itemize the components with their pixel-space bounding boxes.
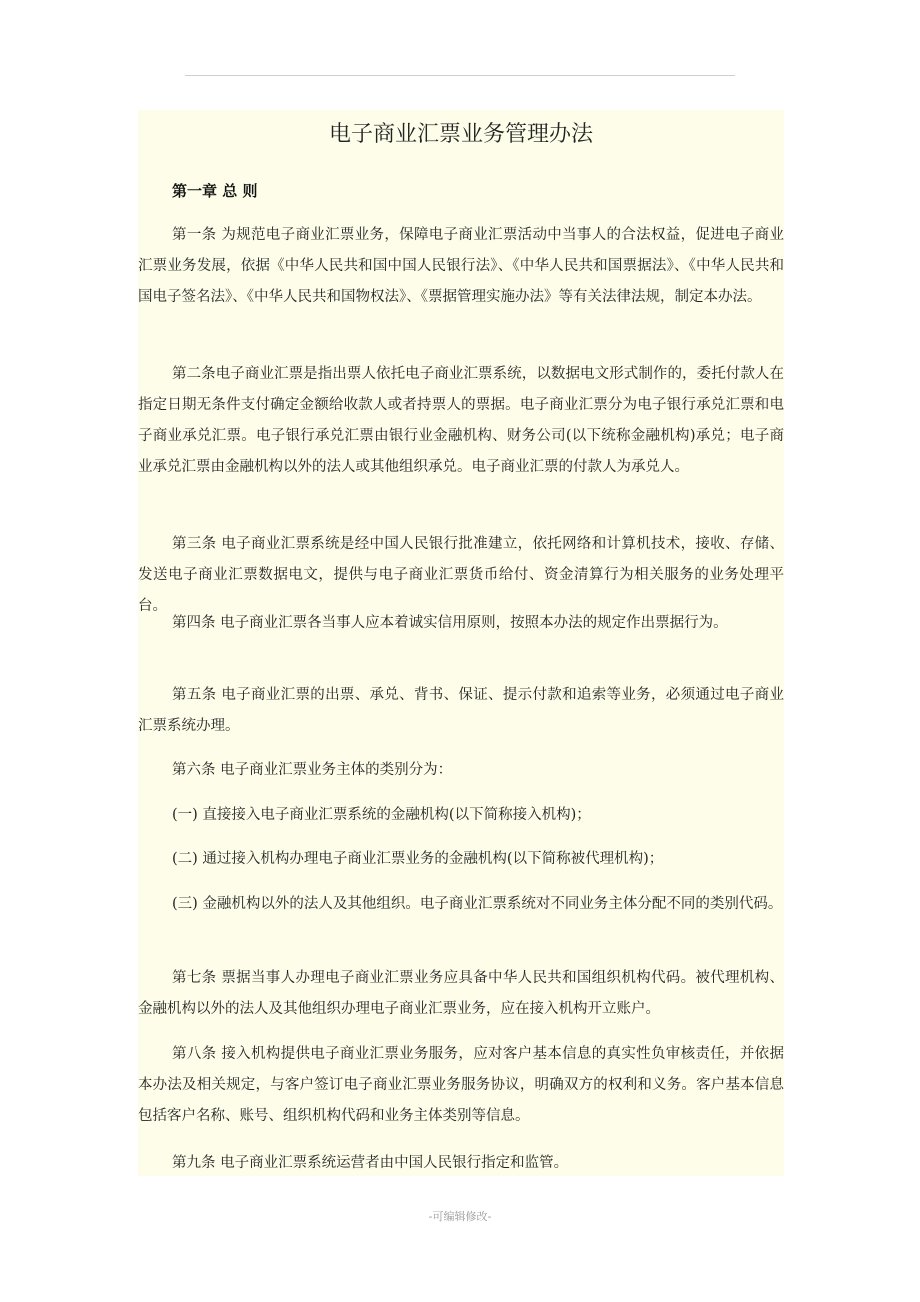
chapter-heading: 第一章 总 则	[172, 182, 258, 200]
article-5: 第五条 电子商业汇票的出票、承兑、背书、保证、提示付款和追索等业务，必须通过电子商业汇票系统办理。	[138, 687, 784, 734]
article-9: 第九条 电子商业汇票系统运营者由中国人民银行指定和监管。	[172, 1155, 569, 1171]
article-6-item-2: (二) 通过接入机构办理电子商业汇票业务的金融机构(以下简称被代理机构)；	[172, 851, 664, 867]
document-body	[138, 110, 784, 1176]
article-4: 第四条 电子商业汇票各当事人应本着诚实信用原则，按照本办法的规定作出票据行为。	[172, 615, 728, 631]
document-title: 电子商业汇票业务管理办法	[328, 122, 593, 147]
header-divider	[185, 75, 735, 76]
article-6-item-1: (一) 直接接入电子商业汇票系统的金融机构(以下简称接入机构)；	[172, 807, 591, 823]
article-6-item-3: (三) 金融机构以外的法人及其他组织。电子商业汇票系统对不同业务主体分配不同的类别代码。	[172, 896, 783, 912]
article-7: 第七条 票据当事人办理电子商业汇票业务应具备中华人民共和国组织机构代码。被代理机构、金融机构以外的法人及其他组织办理电子商业汇票业务，应在接入机构开立账户。	[138, 970, 784, 1017]
article-8: 第八条 接入机构提供电子商业汇票业务服务，应对客户基本信息的真实性负审核责任，并依据本办法及相关规定，与客户签订电子商业汇票业务服务协议，明确双方的权利和义务。客户基本信息包括客户名称、账号、组织机构代码和业务主体类别等信息。	[138, 1046, 784, 1124]
article-3: 第三条 电子商业汇票系统是经中国人民银行批准建立，依托网络和计算机技术，接收、存储、发送电子商业汇票数据电文，提供与电子商业汇票货币给付、资金清算行为相关服务的业务处理平台。	[138, 536, 784, 614]
article-1: 第一条 为规范电子商业汇票业务，保障电子商业汇票活动中当事人的合法权益，促进电子商业汇票业务发展，依据《中华人民共和国中国人民银行法》、《中华人民共和国票据法》、《中华人民共和国电子签名法》、《中华人民共和国物权法》、《票据管理实施办法》等有关法律法规，制定本办法。	[138, 227, 784, 305]
article-2: 第二条电子商业汇票是指出票人依托电子商业汇票系统，以数据电文形式制作的，委托付款人在指定日期无条件支付确定金额给收款人或者持票人的票据。电子商业汇票分为电子银行承兑汇票和电子商业承兑汇票。电子银行承兑汇票由银行业金融机构、财务公司(以下统称金融机构)承兑；电子商业承兑汇票由金融机构以外的法人或其他组织承兑。电子商业汇票的付款人为承兑人。	[138, 366, 784, 475]
article-6: 第六条 电子商业汇票业务主体的类别分为：	[172, 762, 453, 778]
footer-note: -可编辑修改-	[428, 1210, 492, 1223]
